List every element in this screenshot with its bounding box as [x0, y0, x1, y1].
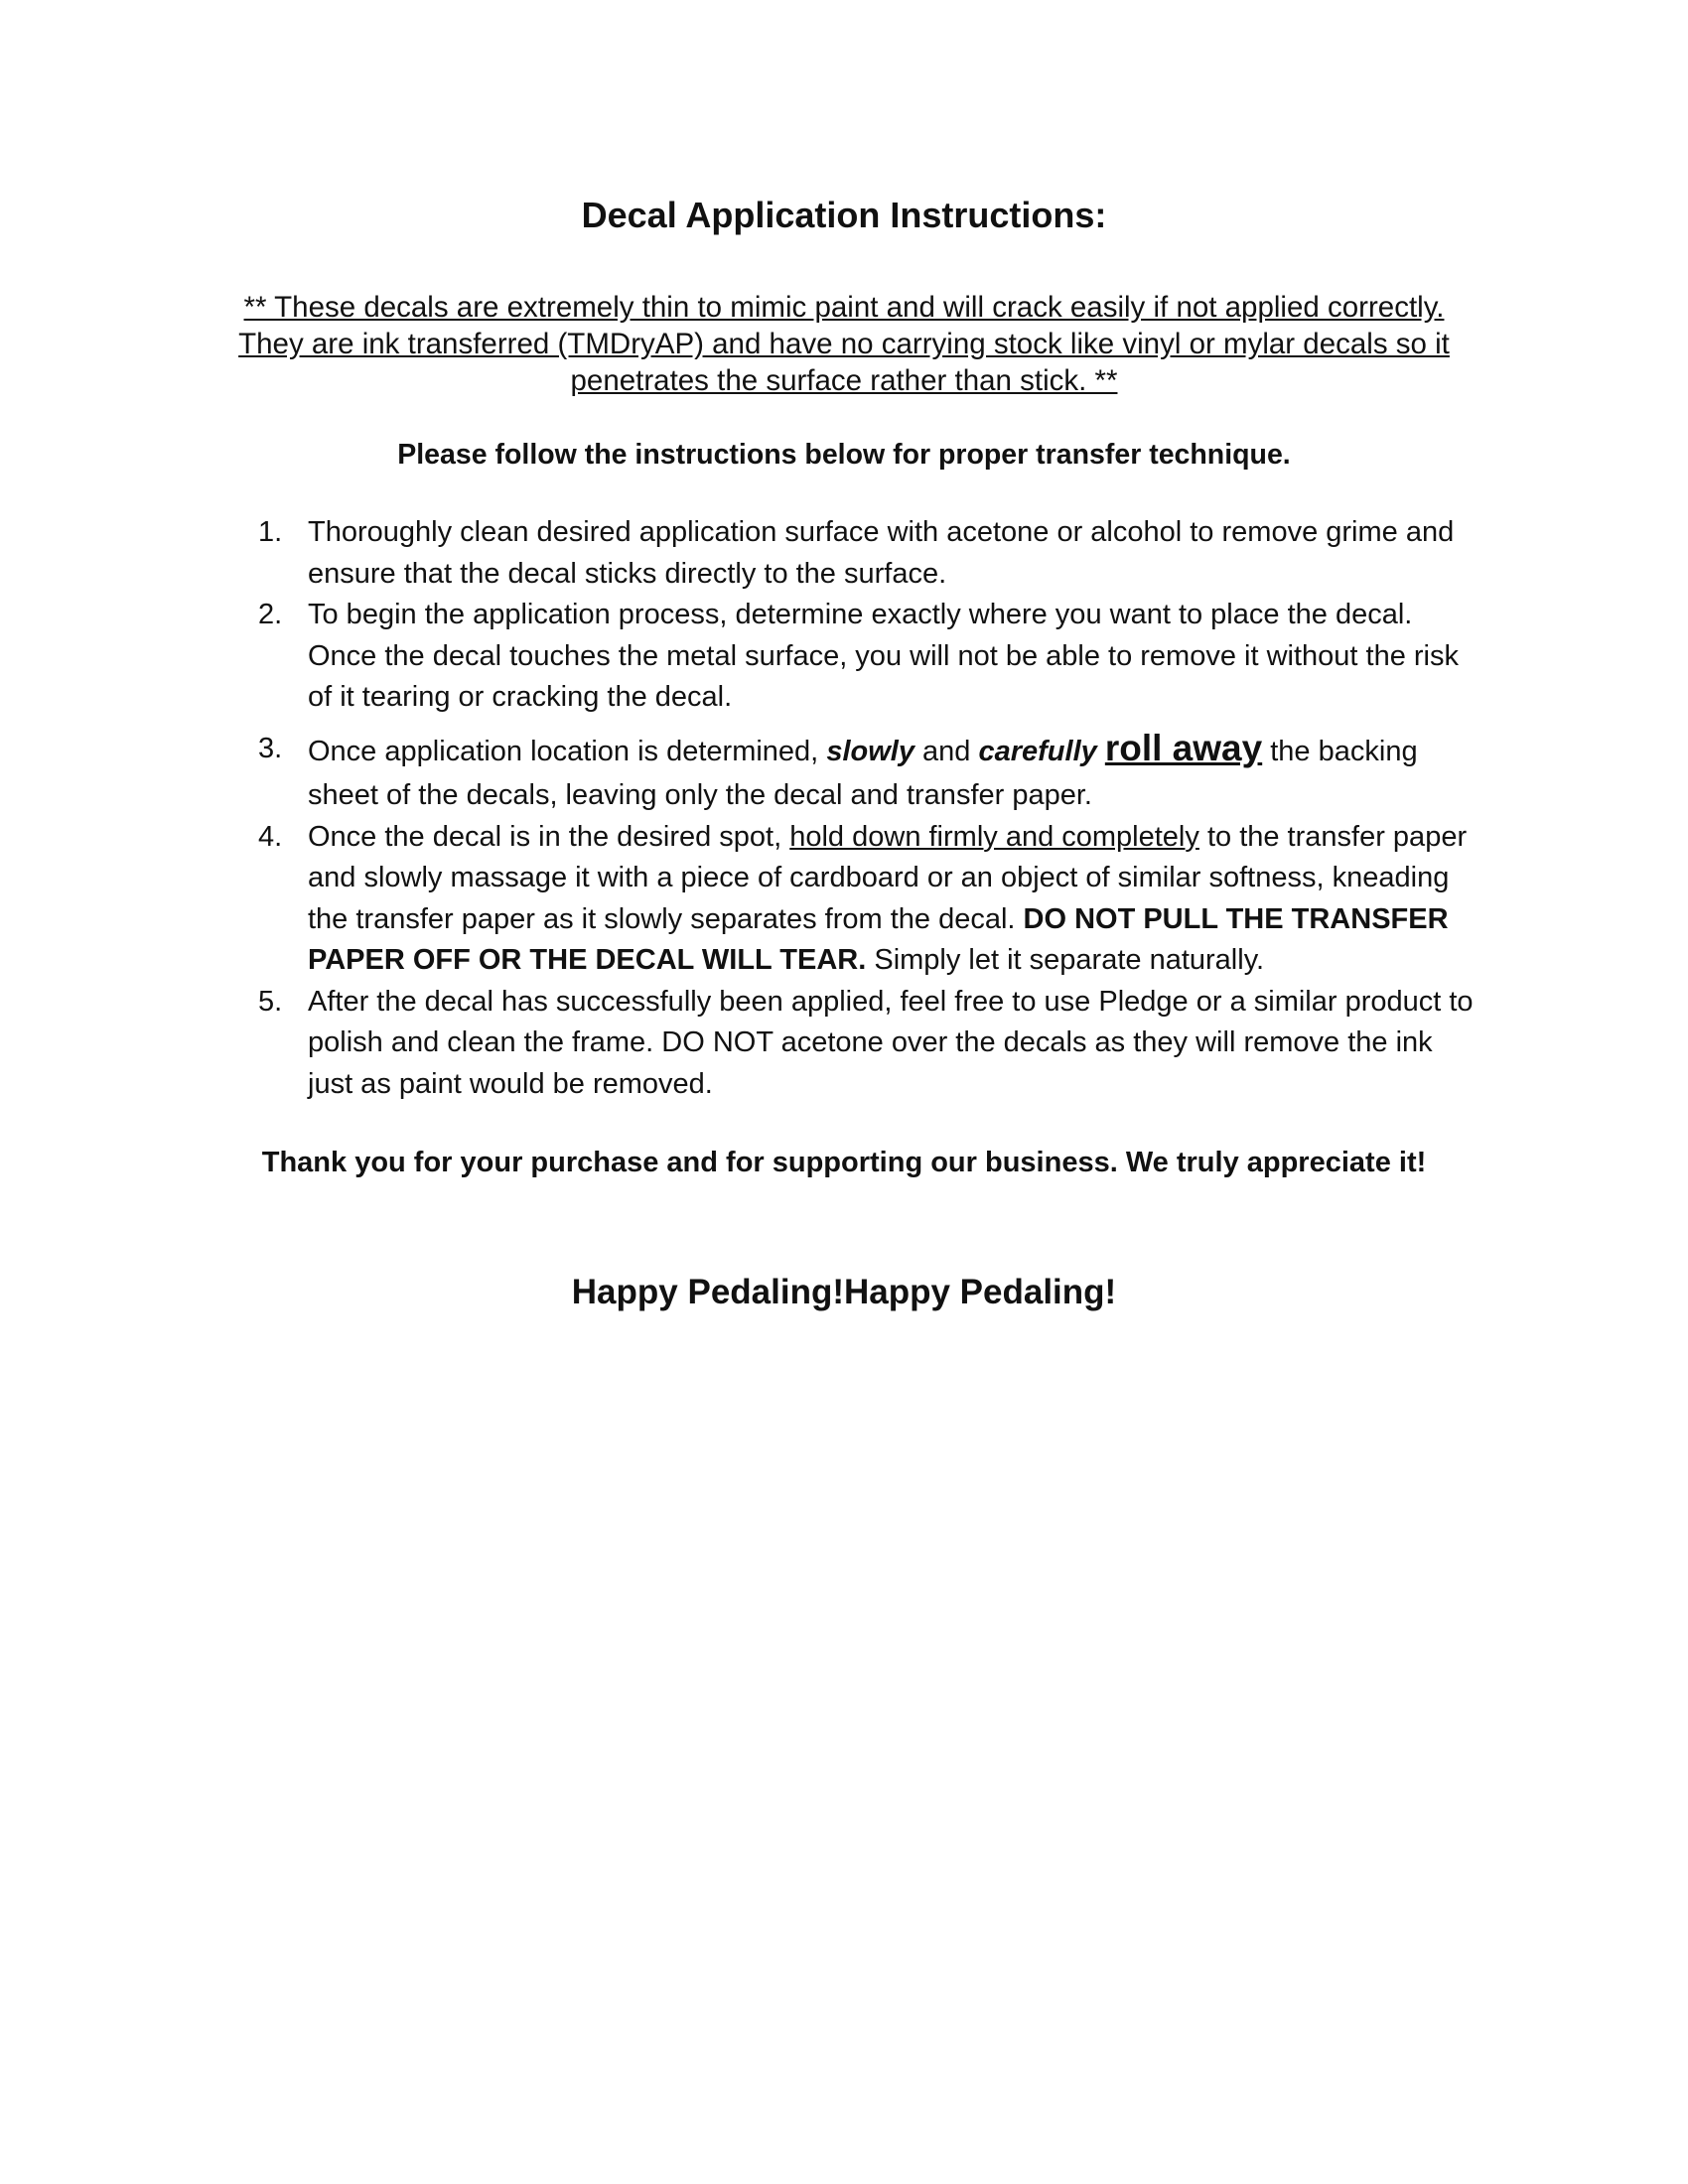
step-number: 3. — [258, 732, 283, 764]
emphasis-slowly: slowly — [826, 735, 914, 767]
step-text-part: and — [914, 735, 979, 767]
step-item-3 — [258, 727, 1479, 817]
step-text-part: Simply let it separate naturally. — [866, 944, 1265, 976]
step-text-part: Once the decal is in the desired spot, — [308, 820, 790, 853]
step-item-2 — [258, 595, 1479, 719]
step-item-5 — [258, 982, 1479, 1106]
warning-line-1: ** These decals are extremely thin to mimic paint and will crack easily if not applied correctly. — [243, 291, 1445, 324]
instructions-heading: Please follow the instructions below for proper transfer technique. — [397, 439, 1291, 471]
step-text-part: to the transfer paper and slowly massage it with a piece of cardboard or an object of similar softness, kneading the transfer paper as it slowly separates from the decal. — [308, 820, 1468, 935]
step-item-1 — [258, 512, 1479, 595]
step-text: Thoroughly clean desired application surface with acetone or alcohol to remove grime and ensure that the decal sticks directly to the surface. — [308, 516, 1455, 590]
step-number: 1. — [258, 516, 283, 548]
step-text: To begin the application process, determine exactly where you want to place the decal. Once the decal touches the metal surface, you will not be able to remove it without the risk of it tearing or cracking the decal. — [308, 599, 1459, 713]
underlined-instruction: hold down firmly and completely — [789, 820, 1199, 853]
tear-warning: DO NOT PULL THE TRANSFER PAPER OFF OR THE DECAL WILL TEAR. — [308, 902, 1449, 976]
step-text-part: Once application location is determined, — [308, 735, 827, 767]
step-number: 4. — [258, 820, 283, 853]
step-text: After the decal has successfully been applied, feel free to use Pledge or a similar product to polish and clean the frame. DO NOT acetone over the decals as they will remove the ink just as paint would be removed. — [308, 985, 1474, 1100]
step-text-part — [1097, 736, 1105, 767]
instruction-steps — [258, 512, 1479, 1105]
warning-line-2: They are ink transferred (TMDryAP) and have no carrying stock like vinyl or mylar decals so it — [238, 328, 1450, 360]
emphasis-roll-away: roll away — [1104, 727, 1263, 768]
step-text-part: the backing sheet of the decals, leaving only the decal and transfer paper. — [308, 735, 1418, 811]
step-item-4 — [258, 817, 1479, 982]
step-number: 5. — [258, 985, 283, 1018]
warning-note — [218, 289, 1470, 399]
thank-you-note: Thank you for your purchase and for supporting our business. We truly appreciate it! — [261, 1147, 1427, 1178]
page-title: Decal Application Instructions: — [581, 195, 1107, 235]
step-number: 2. — [258, 599, 283, 630]
emphasis-carefully: carefully — [978, 735, 1097, 767]
warning-line-3: penetrates the surface rather than stick. ** — [570, 364, 1118, 397]
closing-line: Happy Pedaling!Happy Pedaling! — [571, 1273, 1117, 1311]
